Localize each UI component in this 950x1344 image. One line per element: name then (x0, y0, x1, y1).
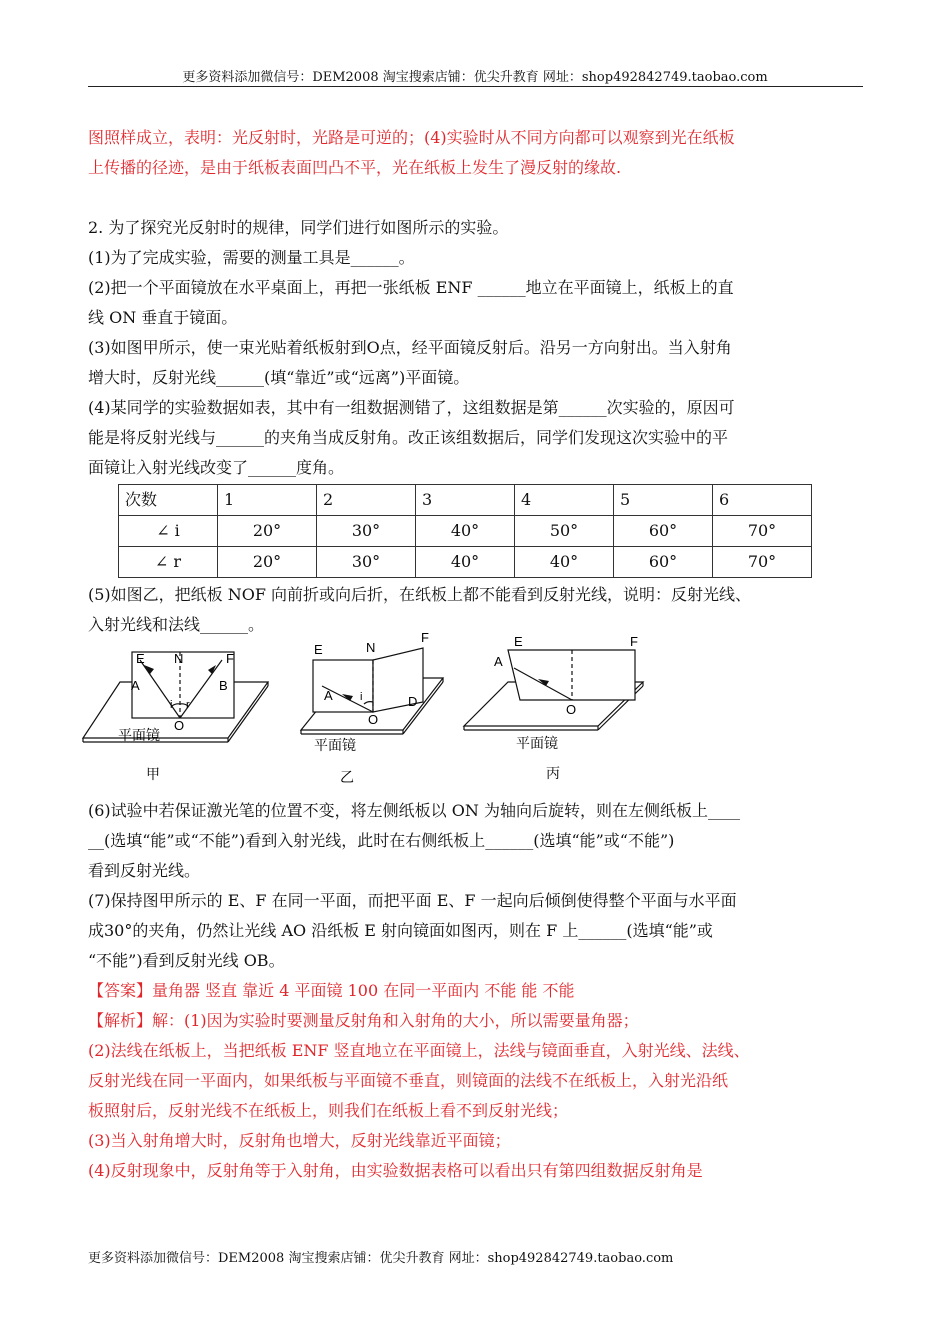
bing-label: A (494, 654, 503, 669)
table-cell: 3 (416, 485, 515, 516)
yi-label: N (366, 640, 376, 655)
table-cell: 30° (317, 547, 416, 578)
table-cell: 40° (515, 547, 614, 578)
analysis-line: 【解析】解：(1)因为实验时要测量反射角和入射角的大小，所以需要量角器； (88, 1011, 639, 1030)
prev-answer-line: 图照样成立，表明：光反射时，光路是可逆的；(4)实验时从不同方向都可以观察到光在纸板 (88, 128, 735, 147)
table-cell: ∠ i (119, 516, 218, 547)
question-part: __(选填“能”或“不能”)看到入射光线，此时在右侧纸板上______(选填“能”或“不能”) (88, 831, 675, 850)
jia-label: i (170, 699, 173, 711)
yi-label: O (368, 712, 379, 727)
analysis-line: (2)法线在纸板上，当把纸板 ENF 竖直地立在平面镜上，法线与镜面垂直，入射光线、法线、 (88, 1041, 750, 1060)
yi-label: i (360, 691, 363, 703)
page-footer: 更多资料添加微信号：DEM2008 淘宝搜索店铺：优尖升教育 网址：shop492842749.taobao.com (88, 1251, 674, 1266)
question-part: 增大时，反射光线______(填“靠近”或“远离”)平面镜。 (88, 368, 470, 387)
question-part: 线 ON 垂直于镜面。 (88, 308, 238, 327)
table-cell: 60° (614, 516, 713, 547)
table-cell: 20° (218, 516, 317, 547)
table-row (119, 516, 812, 547)
bing-mirror-label: 平面镜 (516, 735, 558, 751)
question-part: 成30°的夹角，仍然让光线 AO 沿纸板 E 射向镜面如图丙，则在 F 上______(选填“能”或 (88, 921, 713, 940)
table-header-row (119, 485, 812, 516)
table-cell: 70° (713, 516, 812, 547)
jia-mirror-label: 平面镜 (118, 727, 160, 743)
jia-label: r (186, 699, 190, 711)
bing-label: O (566, 702, 577, 717)
table-cell: 40° (416, 547, 515, 578)
question-part: (3)如图甲所示，使一束光贴着纸板射到O点，经平面镜反射后。沿另一方向射出。当入射角 (88, 338, 732, 357)
answer-line: 【答案】量角器 竖直 靠近 4 平面镜 100 在同一平面内 不能 能 不能 (88, 981, 575, 1000)
bing-label: F (630, 634, 638, 649)
analysis-line: (4)反射现象中，反射角等于入射角，由实验数据表格可以看出只有第四组数据反射角是 (88, 1161, 703, 1180)
question-part: (6)试验中若保证激光笔的位置不变，将左侧纸板以 ON 为轴向后旋转，则在左侧纸板上____ (88, 801, 740, 820)
jia-label: E (136, 651, 145, 666)
analysis-line: 反射光线在同一平面内，如果纸板与平面镜不垂直，则镜面的法线不在纸板上，入射光沿纸 (88, 1071, 729, 1090)
bing-caption: 丙 (546, 765, 560, 781)
jia-caption: 甲 (146, 766, 160, 782)
question-part: (1)为了完成实验，需要的测量工具是______。 (88, 248, 415, 267)
question-part: 能是将反射光线与______的夹角当成反射角。改正该组数据后，同学们发现这次实验中的平 (88, 428, 729, 447)
question-intro: 2. 为了探究光反射时的规律，同学们进行如图所示的实验。 (88, 218, 509, 237)
question-part: (4)某同学的实验数据如表，其中有一组数据测错了，这组数据是第______次实验的，原因可 (88, 398, 735, 417)
header-rule (88, 86, 863, 87)
jia-label: B (219, 678, 228, 693)
figures (88, 630, 863, 796)
table-cell: 50° (515, 516, 614, 547)
table-cell: 6 (713, 485, 812, 516)
bing-label: E (514, 634, 523, 649)
question-part: 看到反射光线。 (88, 861, 201, 880)
table-cell: 5 (614, 485, 713, 516)
data-table (118, 484, 812, 578)
table-cell: 40° (416, 516, 515, 547)
yi-label: E (314, 642, 323, 657)
table-cell: ∠ r (119, 547, 218, 578)
table-cell: 1 (218, 485, 317, 516)
analysis-line: (3)当入射角增大时，反射角也增大，反射光线靠近平面镜； (88, 1131, 511, 1150)
yi-label: D (408, 694, 418, 709)
question-part: “不能”)看到反射光线 OB。 (88, 951, 285, 970)
table-cell: 次数 (119, 485, 218, 516)
jia-label: O (174, 718, 185, 733)
table-cell: 4 (515, 485, 614, 516)
page-content (88, 123, 863, 1186)
analysis-line: 板照射后，反射光线不在纸板上，则我们在纸板上看不到反射光线； (88, 1101, 569, 1120)
yi-label: F (421, 630, 429, 645)
table-cell: 30° (317, 516, 416, 547)
question-part: (5)如图乙，把纸板 NOF 向前折或向后折，在纸板上都不能看到反射光线，说明：反射光线、 (88, 585, 752, 604)
jia-label: F (226, 651, 234, 666)
table-cell: 60° (614, 547, 713, 578)
table-row (119, 547, 812, 578)
table-cell: 20° (218, 547, 317, 578)
prev-answer-line: 上传播的径迹，是由于纸板表面凹凸不平，光在纸板上发生了漫反射的缘故. (88, 158, 622, 177)
question-part: 面镜让入射光线改变了______度角。 (88, 458, 345, 477)
yi-label: A (324, 688, 333, 703)
table-cell: 70° (713, 547, 812, 578)
yi-caption: 乙 (340, 769, 354, 785)
question-part: (7)保持图甲所示的 E、F 在同一平面，而把平面 E、F 一起向后倾倒使得整个平面与水平面 (88, 891, 737, 910)
question-part: 入射光线和法线______。 (88, 615, 265, 634)
table-cell: 2 (317, 485, 416, 516)
yi-mirror-label: 平面镜 (314, 737, 356, 753)
page-header: 更多资料添加微信号：DEM2008 淘宝搜索店铺：优尖升教育 网址：shop492842749.taobao.com (182, 70, 768, 85)
jia-label: N (174, 651, 184, 666)
jia-label: A (131, 678, 140, 693)
question-part: (2)把一个平面镜放在水平桌面上，再把一张纸板 ENF ______地立在平面镜上，纸板上的直 (88, 278, 734, 297)
experiment-figures-svg (88, 630, 863, 796)
